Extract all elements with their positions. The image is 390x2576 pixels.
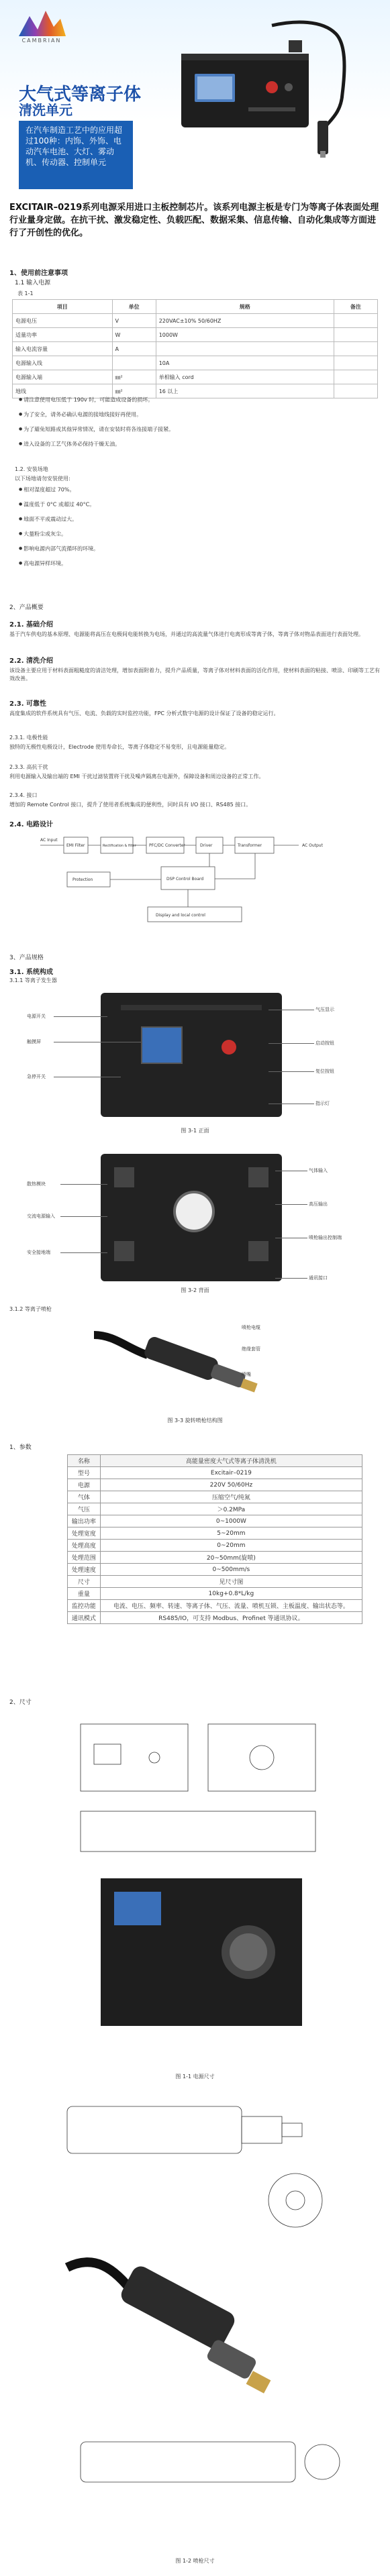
- table-caption: 表 1-1: [17, 290, 34, 297]
- table-row: [68, 1612, 362, 1624]
- figure-caption: 图 3-3 旋转喷枪结构图: [167, 1417, 223, 1424]
- section-2-2-text: 该设备主要应用于材料表面粗糙度的清洁处理，增加表面附着力，提升产品质量，等离子体对材料表面的活化作用，使材料表面的粘接、喷涂、印刷等工艺有效改善。: [9, 667, 380, 682]
- table-row: [68, 1540, 362, 1552]
- callout-label: 指示灯: [315, 1101, 330, 1106]
- list-item: ● 地面不平或震动过大。: [19, 515, 77, 524]
- callout-label: 喷枪输出控制端: [309, 1235, 342, 1240]
- list-item: ● 为了避免短路或其他异常情况，请在安装时将各连接端子接紧。: [19, 425, 174, 434]
- callout-label: 通讯接口: [309, 1275, 328, 1281]
- table-header: 单位: [112, 300, 156, 314]
- emergency-stop-icon: [222, 1040, 236, 1055]
- diagram-label: AC Output: [302, 843, 323, 848]
- callout-label: 启动按钮: [315, 1040, 334, 1046]
- logo-icon: [15, 7, 68, 39]
- table-cell: Excitair–0219: [100, 1467, 362, 1479]
- section-1-2-title: 1.2. 安装场地: [15, 466, 48, 472]
- brand-name: CAMBRIAN: [21, 38, 62, 44]
- table-row: [13, 314, 378, 328]
- table-cell: 见尺寸图: [100, 1576, 362, 1588]
- intro-paragraph: EXCITAIR–0219系列电源采用进口主板控制芯片。该系列电源主板是专门为等离子体表面处理行业量身定做。在抗干扰、激发稳定性、负载匹配、数据采集、信息传输、自动化集成等方面进行了开创性的优化。: [9, 203, 379, 238]
- circuit-diagram: [40, 832, 356, 932]
- table-cell: 重量: [68, 1588, 101, 1600]
- section-2-4-title: 2.4. 电路设计: [9, 821, 53, 828]
- table-cell: 单相输入 cord: [156, 370, 334, 384]
- table-cell: 16 以上: [156, 384, 334, 398]
- spec-title: 1、参数: [9, 1444, 32, 1451]
- table-row: [13, 328, 378, 342]
- table-cell: [334, 342, 377, 356]
- figure-caption: 图 1-2 喷枪尺寸: [175, 2558, 215, 2564]
- table-row: [68, 1576, 362, 1588]
- table-row: [68, 1455, 362, 1467]
- hero-tagline: 在汽车制造工艺中的应用超过100种：内饰、外饰、电动汽车电池、大灯、雾动机、传动器、控制单元: [19, 121, 133, 189]
- section-2-1-text: 基于汽车供电的基本原理、电源能将高压在电极间电能转换为电场，并通过的高流量气体进行电离形成等离子体，等离子体对物品表面进行表面处理。: [9, 631, 364, 637]
- hero-title-line1: 大气式等离子体: [19, 84, 142, 104]
- table-row: [13, 356, 378, 370]
- table-cell: 压缩空气/纯氮: [100, 1491, 362, 1503]
- table-cell: 电源输入端: [13, 370, 113, 384]
- section-2-3-1-text: 独特的无极性电极设计，Electrode 使用寿命长，等离子体稳定不易变形，且电源能量稳定。: [9, 744, 230, 750]
- table-cell: [334, 370, 377, 384]
- table-header: 规格: [156, 300, 334, 314]
- callout-label: 触摸屏: [27, 1039, 41, 1044]
- diagram-label: DSP Control Board: [166, 877, 204, 881]
- table-row: [68, 1564, 362, 1576]
- table-cell: 电流、电压、频率、转速、等离子体、气压、流量、喷机互锁、主板温度、输出状态等。: [100, 1600, 362, 1612]
- callout-label: 绝缘套管: [242, 1346, 260, 1352]
- list-item: ● 为了安全，请务必确认电源的接地线接好再使用。: [19, 411, 142, 419]
- table-cell: 220V 50/60Hz: [100, 1479, 362, 1491]
- table-cell: 尺寸: [68, 1576, 101, 1588]
- table-cell: 气体: [68, 1491, 101, 1503]
- section-2-3-3-title: 2.3.3. 高抗干扰: [9, 764, 48, 770]
- hero-title-line2: 清洗单元: [19, 103, 72, 118]
- table-cell: 气压: [68, 1503, 101, 1515]
- diagram-label: Transformer: [238, 843, 262, 848]
- section-2-2-title: 2.2. 清洗介绍: [9, 657, 53, 665]
- list-item: ● 温度低于 0°C 或超过 40°C。: [19, 500, 95, 509]
- table-row: [68, 1467, 362, 1479]
- section-1-1-title: 1.1 输入电源: [15, 280, 51, 286]
- table-cell: 0~20mm: [100, 1540, 362, 1552]
- table-row: [68, 1479, 362, 1491]
- section-2-title: 2、产品概要: [9, 604, 44, 611]
- table-cell: 地线: [13, 384, 113, 398]
- power-dimension-drawing: [74, 1717, 329, 2066]
- table-cell: 通讯模式: [68, 1612, 101, 1624]
- table-cell: [334, 384, 377, 398]
- table-cell: [334, 314, 377, 328]
- list-item: ● 高电源异样环境。: [19, 559, 66, 568]
- table-cell: ㎜²: [112, 384, 156, 398]
- section-3-1-title: 3.1. 系统构成: [9, 969, 53, 976]
- table-cell: 10A: [156, 356, 334, 370]
- section-2-1-title: 2.1. 基础介绍: [9, 621, 53, 629]
- table-row: [13, 370, 378, 384]
- table-cell: RS485/IO，可支持 Modbus、Profinet 等通讯协议。: [100, 1612, 362, 1624]
- table-cell: 电源输入线: [13, 356, 113, 370]
- section-2-3-1-title: 2.3.1. 电极性能: [9, 735, 48, 741]
- table-cell: [334, 328, 377, 342]
- table-row: [68, 1503, 362, 1515]
- table-cell: 0~500mm/s: [100, 1564, 362, 1576]
- table-row: [68, 1527, 362, 1540]
- table-cell: 输入电流容量: [13, 342, 113, 356]
- figure-caption: 图 3-1 正面: [181, 1128, 209, 1134]
- table-row: [68, 1515, 362, 1527]
- table-cell: [112, 356, 156, 370]
- table-header: 备注: [334, 300, 377, 314]
- table-cell: 型号: [68, 1467, 101, 1479]
- list-item: ● 相对湿度超过 70%。: [19, 486, 75, 494]
- section-2-3-text: 高度集成的软件系统具有气压、电流、负载的实时监控功能，FPC 分析式数字电源的设计保证了设备的稳定运行。: [9, 710, 279, 716]
- table-row: [68, 1600, 362, 1612]
- callout-label: 喷枪电缆: [242, 1325, 260, 1330]
- diagram-label: Protection: [72, 877, 93, 882]
- table-cell: ㎜²: [112, 370, 156, 384]
- section-3-1-2-title: 3.1.2 等离子喷枪: [9, 1306, 52, 1312]
- callout-label: 复位按钮: [315, 1069, 334, 1074]
- product-image: [154, 20, 376, 161]
- gun-dimension-drawing: [54, 2093, 349, 2549]
- table-cell: 适量功率: [13, 328, 113, 342]
- table-cell: 输出功率: [68, 1515, 101, 1527]
- table-row: [68, 1552, 362, 1564]
- callout-label: 气压显示: [315, 1007, 334, 1012]
- list-item: ● 进入设备的工艺气体务必保持干燥无油。: [19, 440, 120, 449]
- spec-table: [67, 1454, 362, 1624]
- table-row: [68, 1588, 362, 1600]
- table-cell: [334, 356, 377, 370]
- table-cell: A: [112, 342, 156, 356]
- diagram-label: PFC/DC Converter: [149, 843, 185, 848]
- diagram-label: Rectification & filter: [103, 844, 136, 848]
- list-item: ● 影响电源内部气流循环的环境。: [19, 545, 99, 553]
- power-table: [12, 299, 378, 398]
- figure-caption: 图 3-2 背面: [181, 1287, 209, 1293]
- table-cell: 处理速度: [68, 1564, 101, 1576]
- generator-front-image: [101, 993, 282, 1117]
- table-cell: 5~20mm: [100, 1527, 362, 1540]
- touchscreen-icon: [141, 1026, 183, 1064]
- table-header-row: [13, 300, 378, 314]
- table-cell: 高能量密度大气式等离子体清洗机: [100, 1455, 362, 1467]
- table-cell: 1000W: [156, 328, 334, 342]
- table-cell: 电源: [68, 1479, 101, 1491]
- callout-label: 气体输入: [309, 1168, 328, 1173]
- table-row: [68, 1491, 362, 1503]
- table-cell: 处理宽度: [68, 1527, 101, 1540]
- table-cell: 10kg+0.8*L/kg: [100, 1588, 362, 1600]
- diagram-label: Display and local control: [156, 913, 205, 918]
- table-cell: [156, 342, 334, 356]
- section-2-3-4-title: 2.3.4. 接口: [9, 792, 38, 798]
- list-item: ● 大量粉尘或灰尘。: [19, 530, 66, 539]
- table-cell: 处理范围: [68, 1552, 101, 1564]
- callout-label: 散热模块: [27, 1181, 46, 1187]
- list-item: ● 请注意使用电压低于 190v 时，可能造成设备的损坏。: [19, 396, 153, 405]
- table-cell: 监控功能: [68, 1600, 101, 1612]
- section-3-1-1-title: 3.1.1 等离子发生器: [9, 977, 57, 983]
- table-cell: W: [112, 328, 156, 342]
- diagram-label: EMI Filter: [66, 843, 85, 848]
- fan-icon: [173, 1191, 215, 1232]
- section-3-title: 3、产品规格: [9, 955, 44, 961]
- diagram-label: AC Input: [40, 838, 58, 843]
- callout-label: 急停开关: [27, 1074, 46, 1079]
- table-cell: 处理高度: [68, 1540, 101, 1552]
- generator-back-image: [101, 1154, 282, 1281]
- callout-label: 交流电源输入: [27, 1214, 55, 1219]
- callout-label: 喷嘴: [242, 1372, 251, 1377]
- section-2-3-title: 2.3. 可靠性: [9, 700, 46, 708]
- section-2-3-4-text: 增加的 Remote Control 接口，提升了使用者系统集成的便利性，同时具有 I/O 接口、RS485 接口。: [9, 802, 252, 808]
- table-header: 项目: [13, 300, 113, 314]
- diagram-label: Driver: [200, 843, 213, 848]
- callout-label: 安全接地端: [27, 1250, 50, 1255]
- table-cell: 0~1000W: [100, 1515, 362, 1527]
- table-cell: ＞0.2MPa: [100, 1503, 362, 1515]
- table-row: [13, 342, 378, 356]
- figure-caption: 图 1-1 电源尺寸: [175, 2074, 215, 2080]
- table-cell: 电源电压: [13, 314, 113, 328]
- dims-title: 2、尺寸: [9, 1699, 32, 1706]
- table-cell: 220VAC±10% 50/60HZ: [156, 314, 334, 328]
- section-2-3-3-text: 利用电源输入及输出端的 EMI 干扰过滤装置将干扰及噪声隔离在电源外，保障设备和周边设备的正常工作。: [9, 773, 264, 780]
- table-cell: 20~50mm(旋喷): [100, 1552, 362, 1564]
- section-1-title: 1、使用前注意事项: [9, 270, 68, 277]
- table-cell: 名称: [68, 1455, 101, 1467]
- section-1-2-intro: 以下场地请勿安装使用:: [15, 476, 70, 482]
- callout-label: 电源开关: [27, 1014, 46, 1019]
- table-cell: V: [112, 314, 156, 328]
- callout-label: 高压输出: [309, 1201, 328, 1207]
